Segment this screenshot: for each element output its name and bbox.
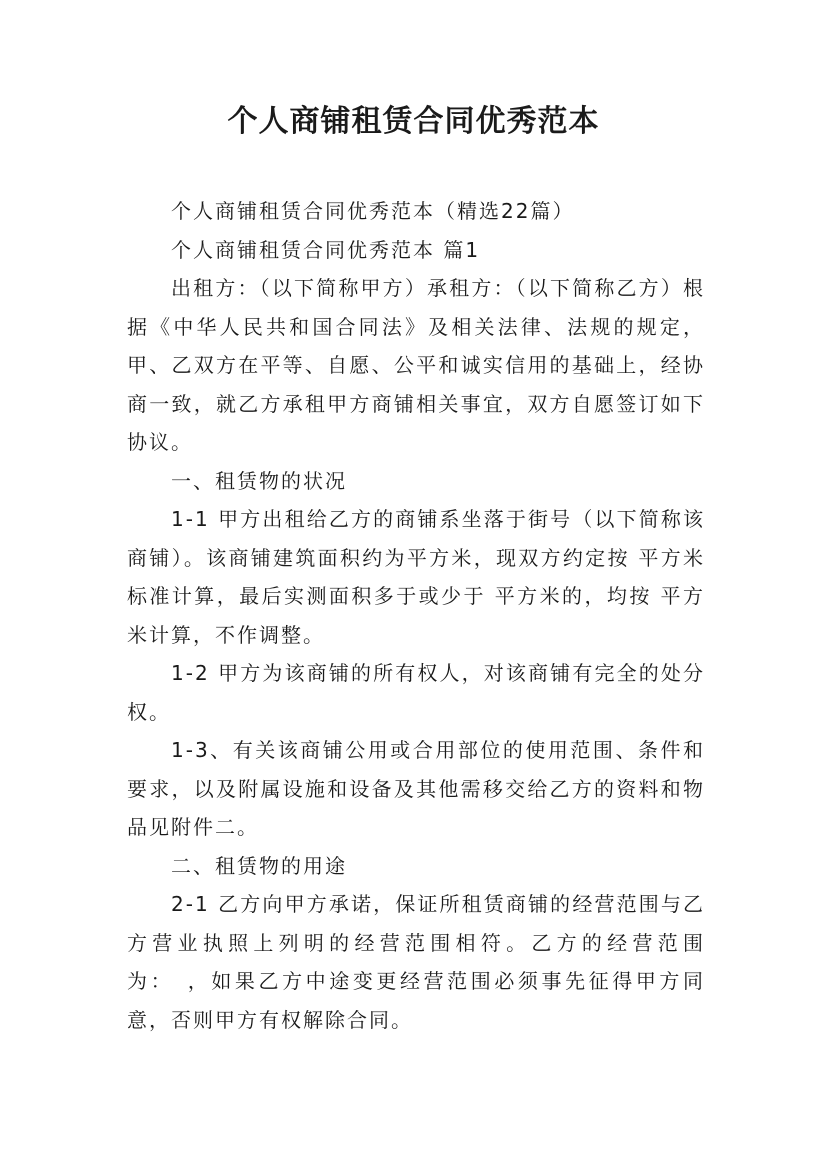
paragraph-1-3: 1-3、有关该商铺公用或合用部位的使用范围、条件和要求，以及附属设施和设备及其他需移交给乙方的资料和物品见附件二。 [127,738,705,839]
paragraph-parties: 出租方：（以下简称甲方）承租方：（以下简称乙方）根据《中华人民共和国合同法》及相关法律、法规的规定，甲、乙双方在平等、自愿、公平和诚实信用的基础上，经协商一致，就乙方承租甲方商铺相关事宜，双方自愿签订如下协议。 [127,276,705,454]
paragraph-1-2: 1-2 甲方为该商铺的所有权人，对该商铺有完全的处分权。 [127,661,705,724]
paragraph-section-heading: 个人商铺租赁合同优秀范本 篇1 [171,237,481,262]
paragraph-heading-2: 二、租赁物的用途 [171,853,347,878]
document-body [127,192,705,1039]
document-title: 个人商铺租赁合同优秀范本 [227,104,600,139]
paragraph-2-1: 2-1 乙方向甲方承诺，保证所租赁商铺的经营范围与乙方营业执照上列明的经营范围相符。乙方的经营范围为： ，如果乙方中途变更经营范围必须事先征得甲方同意，否则甲方有权解除合同。 [127,892,705,1032]
paragraph-subtitle: 个人商铺租赁合同优秀范本（精选22篇） [171,199,575,223]
paragraph-heading-1: 一、租赁物的状况 [171,468,347,493]
paragraph-1-1: 1-1 甲方出租给乙方的商铺系坐落于街号（以下简称该商铺）。该商铺建筑面积约为平方米，现双方约定按 平方米标准计算，最后实测面积多于或少于 平方米的，均按 平方米计算，不作调整。 [127,507,705,647]
